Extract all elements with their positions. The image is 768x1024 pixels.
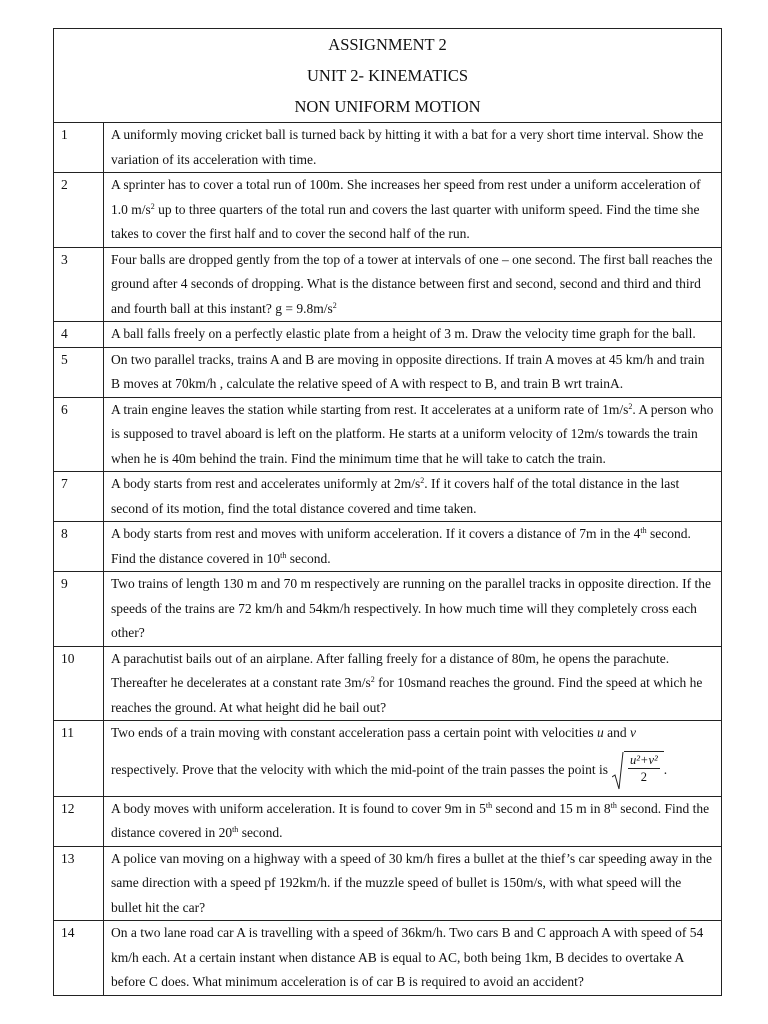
question-row bbox=[54, 472, 722, 522]
text-part: . A person who is supposed to travel aboard is left on the platform. He starts at a uniform velocity of 12m/s towards the train when he is 40m behind the train. Find the minimum time that he will take to catch the train. bbox=[111, 401, 714, 466]
question-number: 6 bbox=[54, 397, 104, 472]
unit-title: UNIT 2- KINEMATICS bbox=[306, 66, 469, 85]
question-number: 9 bbox=[54, 572, 104, 647]
text-part: second. Find the distance covered in 10 bbox=[111, 526, 691, 566]
question-number: 8 bbox=[54, 522, 104, 572]
radical-sign-icon bbox=[612, 751, 624, 791]
question-row bbox=[54, 247, 722, 322]
text-part: Four balls are dropped gently from the top of a tower at intervals of one – one second. The first ball reaches the ground after 4 seconds of dropping. What is the distance between first and second, second and third and third and fourth ball at this instant? g = 9.8m/s bbox=[111, 251, 713, 316]
text-part: A sprinter has to cover a total run of 100m. She increases her speed from rest under a uniform acceleration of 1.0 m/s bbox=[111, 177, 701, 217]
question-number: 12 bbox=[54, 796, 104, 846]
question-text: A police van moving on a highway with a speed of 30 km/h fires a bullet at the thief’s car speeding away in the same direction with a speed pf 192km/h. if the muzzle speed of bullet is 150m/s, with what speed will the bullet hit the car? bbox=[104, 846, 722, 921]
fraction-denominator: 2 bbox=[640, 769, 647, 784]
superscript: 2 bbox=[150, 201, 155, 211]
question-row bbox=[54, 173, 722, 248]
question-number: 13 bbox=[54, 846, 104, 921]
superscript: th bbox=[280, 550, 287, 560]
question-row bbox=[54, 322, 722, 348]
question-number: 4 bbox=[54, 322, 104, 348]
question-text: A ball falls freely on a perfectly elastic plate from a height of 3 m. Draw the velocity time graph for the ball. bbox=[104, 322, 722, 348]
fraction bbox=[624, 751, 664, 791]
topic-title: NON UNIFORM MOTION bbox=[294, 97, 481, 116]
question-text bbox=[104, 721, 722, 797]
text-part: second and 15 m in 8 bbox=[492, 800, 611, 816]
question-number: 3 bbox=[54, 247, 104, 322]
question-number: 1 bbox=[54, 123, 104, 173]
question-text bbox=[104, 796, 722, 846]
question-row bbox=[54, 921, 722, 996]
question-text bbox=[104, 646, 722, 721]
question-number: 11 bbox=[54, 721, 104, 797]
text-part: A train engine leaves the station while starting from rest. It accelerates at a uniform rate of 1m/s bbox=[111, 401, 629, 417]
question-text bbox=[104, 522, 722, 572]
question-row bbox=[54, 397, 722, 472]
question-number: 5 bbox=[54, 347, 104, 397]
text-part: for 10smand reaches the ground. Find the speed at which he reaches the ground. At what height did he bail out? bbox=[111, 675, 703, 715]
question-row bbox=[54, 572, 722, 647]
question-row bbox=[54, 721, 722, 797]
superscript: 2 bbox=[332, 300, 337, 310]
header-row bbox=[54, 29, 722, 123]
assignment-title: ASSIGNMENT 2 bbox=[328, 35, 447, 54]
question-line bbox=[111, 721, 715, 746]
superscript: th bbox=[610, 800, 617, 810]
question-number: 14 bbox=[54, 921, 104, 996]
variable-v: v bbox=[630, 725, 637, 740]
question-text bbox=[104, 173, 722, 248]
text-part: A body moves with uniform acceleration. It is found to cover 9m in 5 bbox=[111, 800, 486, 816]
superscript: th bbox=[232, 825, 239, 834]
text-part: A body starts from rest and accelerates uniformly at 2m/s bbox=[111, 476, 421, 491]
superscript: 2 bbox=[370, 675, 375, 684]
superscript: 2 bbox=[420, 476, 425, 485]
text-part: up to three quarters of the total run and covers the last quarter with uniform speed. Find the time she takes to cover the first half and to cover the second half of the run. bbox=[111, 201, 700, 241]
question-number: 10 bbox=[54, 646, 104, 721]
question-text bbox=[104, 247, 722, 322]
question-row bbox=[54, 347, 722, 397]
text-part: second. Find the distance covered in 20 bbox=[111, 800, 710, 840]
text-part: respectively. Prove that the velocity with which the mid-point of the train passes the point is bbox=[111, 762, 609, 778]
text-part: second. bbox=[238, 825, 283, 840]
question-text bbox=[104, 397, 722, 472]
question-body bbox=[111, 721, 715, 796]
superscript: 2 bbox=[628, 401, 633, 411]
text-part: second. bbox=[286, 550, 331, 566]
text-part: A body starts from rest and moves with uniform acceleration. If it covers a distance of 7m in the 4 bbox=[111, 526, 641, 541]
question-text bbox=[104, 472, 722, 522]
question-text: On two parallel tracks, trains A and B are moving in opposite directions. If train A moves at 45 km/h and train B moves at 70km/h , calculate the relative speed of A with respect to B, and train B wrt trainA. bbox=[104, 347, 722, 397]
text-part: Two ends of a train moving with constant acceleration pass a certain point with velocities bbox=[111, 725, 598, 740]
text-part: . If it covers half of the total distance in the last second of its motion, find the total distance covered and time taken. bbox=[111, 476, 680, 516]
question-row bbox=[54, 846, 722, 921]
text-part: A parachutist bails out of an airplane. After falling freely for a distance of 80m, he opens the parachute. Thereafter he decelerates at a constant rate 3m/s bbox=[111, 650, 670, 690]
superscript: th bbox=[640, 526, 647, 535]
question-text: Two trains of length 130 m and 70 m respectively are running on the parallel tracks in opposite direction. If the speeds of the trains are 72 km/h and 54km/h respectively. In how much time will they completely cross each other? bbox=[104, 572, 722, 647]
question-number: 7 bbox=[54, 472, 104, 522]
text-part: and bbox=[603, 725, 631, 740]
square-root-formula bbox=[612, 751, 664, 791]
question-row bbox=[54, 522, 722, 572]
header-cell bbox=[54, 29, 722, 123]
fraction-numerator: u²+v² bbox=[630, 752, 658, 767]
question-row bbox=[54, 796, 722, 846]
superscript: th bbox=[485, 800, 493, 810]
question-row bbox=[54, 646, 722, 721]
question-text: A uniformly moving cricket ball is turned back by hitting it with a bat for a very short time interval. Show the variation of its acceleration with time. bbox=[104, 123, 722, 173]
question-row bbox=[54, 123, 722, 173]
question-number: 2 bbox=[54, 173, 104, 248]
question-line bbox=[111, 746, 715, 796]
text-part: . bbox=[663, 762, 668, 778]
variable-u: u bbox=[597, 725, 604, 740]
question-text: On a two lane road car A is travelling with a speed of 36km/h. Two cars B and C approach A with speed of 54 km/h each. At a certain instant when distance AB is equal to AC, both being 1km, B decides to overtake A before C does. What minimum acceleration is of car B is required to avoid an accident? bbox=[104, 921, 722, 996]
assignment-table bbox=[53, 28, 722, 996]
